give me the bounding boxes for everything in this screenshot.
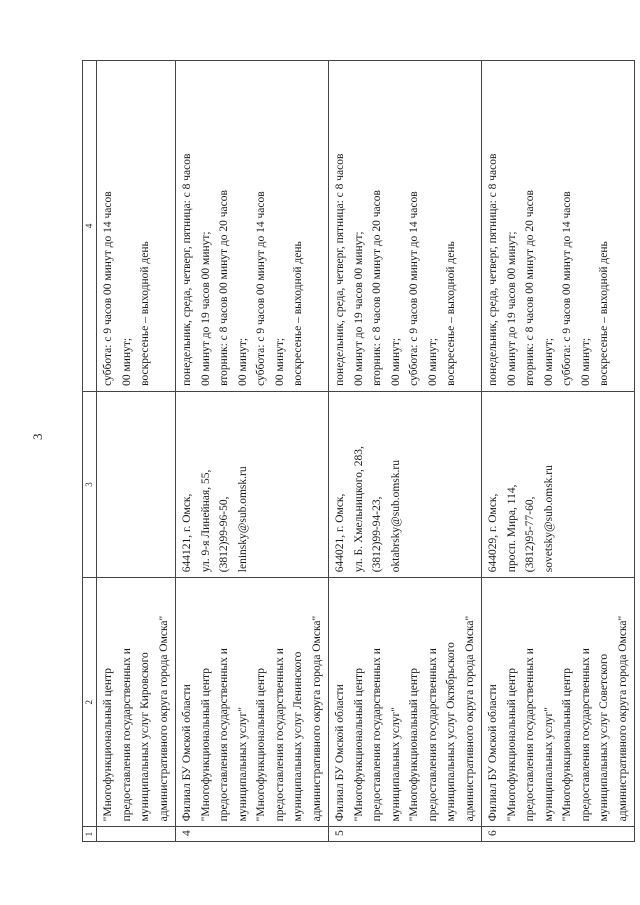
address-line: (3812)95-77-60,	[524, 496, 536, 573]
organization-cell	[482, 578, 635, 827]
mfc-branches-table	[82, 60, 635, 842]
schedule-line: воскресенье – выходной день	[445, 241, 457, 386]
table-row	[329, 61, 482, 842]
org-line: муниципальных услуг"	[236, 707, 249, 822]
schedule-line: вторник: с 8 часов 00 минут до 20 часов	[371, 190, 383, 386]
address-line: 644029, г. Омск,	[487, 493, 499, 573]
org-line: "Многофункциональный центр	[505, 668, 518, 822]
address-cell	[329, 391, 482, 577]
org-line: "Многофункциональный центр	[408, 668, 420, 822]
table-row	[97, 61, 176, 842]
org-line: "Многофункциональный центр	[255, 668, 267, 822]
schedule-line: вторник: с 8 часов 00 минут до 20 часов	[218, 190, 230, 386]
address-line: oktabrsky@sub.omsk.ru	[389, 460, 402, 573]
schedule-line: 00 минут до 19 часов 00 минут;	[199, 231, 212, 386]
row-number	[97, 827, 176, 842]
schedule-line: суббота: с 9 часов 00 минут до 14 часов	[102, 191, 114, 386]
org-line: "Многофункциональный центр	[561, 668, 573, 822]
schedule-line: суббота: с 9 часов 00 минут до 14 часов	[561, 191, 573, 386]
schedule-line: 00 минут;	[542, 337, 555, 386]
header-col-4: 4	[83, 61, 97, 392]
org-line: "Многофункциональный центр	[199, 668, 212, 822]
org-line: муниципальных услуг Ленинского	[292, 651, 304, 822]
rotated-page-content	[82, 60, 629, 842]
org-line: "Многофункциональный центр	[352, 668, 365, 822]
org-line: административного округа города Омска"	[310, 615, 323, 822]
address-line: (3812)99-94-23,	[371, 496, 383, 573]
schedule-line: 00 минут до 19 часов 00 минут;	[505, 231, 518, 386]
table-body	[97, 61, 635, 842]
schedule-line: 00 минут;	[426, 337, 439, 386]
header-col-2: 2	[83, 578, 97, 827]
org-line: административного округа города Омска"	[463, 615, 476, 822]
schedule-line: 00 минут;	[236, 337, 249, 386]
schedule-line: 00 минут;	[389, 337, 402, 386]
address-line: sovetsky@sub.omsk.ru	[542, 465, 555, 573]
address-line: 644121, г. Омск,	[181, 493, 193, 573]
schedule-line: воскресенье – выходной день	[292, 241, 304, 386]
row-number: 5	[329, 827, 482, 842]
schedule-line: вторник: с 8 часов 00 минут до 20 часов	[524, 190, 536, 386]
schedule-cell	[482, 61, 635, 392]
row-number: 6	[482, 827, 635, 842]
schedule-line: понедельник, среда, четверг, пятница: с 8 часов	[334, 153, 346, 386]
row-number: 4	[176, 827, 329, 842]
org-line: Филиал БУ Омской области	[487, 684, 499, 822]
organization-cell	[97, 578, 176, 827]
org-line: муниципальных услуг"	[542, 707, 555, 822]
org-line: предоставления государственных и	[579, 648, 592, 822]
page-number: 3	[30, 433, 45, 440]
address-line: просп. Мира, 114,	[505, 484, 518, 573]
address-cell	[176, 391, 329, 577]
org-line: муниципальных услуг Советского	[598, 653, 610, 822]
org-line: Филиал БУ Омской области	[334, 684, 346, 822]
schedule-line: суббота: с 9 часов 00 минут до 14 часов	[255, 191, 267, 386]
address-line: 644021, г. Омск,	[334, 493, 346, 573]
schedule-line: воскресенье – выходной день	[139, 241, 151, 386]
org-line: предоставления государственных и	[524, 648, 536, 822]
org-line: Филиал БУ Омской области	[181, 684, 193, 822]
schedule-line: воскресенье – выходной день	[598, 241, 610, 386]
org-line: муниципальных услуг Октябрьского	[445, 642, 457, 822]
organization-cell	[176, 578, 329, 827]
address-line: leninsky@sub.omsk.ru	[236, 466, 249, 573]
org-line: административного округа города Омска"	[616, 615, 629, 822]
schedule-line: 00 минут;	[120, 337, 133, 386]
address-line: (3812)99-96-50,	[218, 496, 230, 573]
schedule-cell	[97, 61, 176, 392]
org-line: муниципальных услуг"	[389, 707, 402, 822]
address-cell	[97, 391, 176, 577]
org-line: предоставления государственных и	[426, 648, 439, 822]
table-header-row	[83, 61, 97, 842]
header-col-3: 3	[83, 391, 97, 577]
address-cell	[482, 391, 635, 577]
schedule-line: 00 минут;	[579, 337, 592, 386]
schedule-line: 00 минут;	[273, 337, 286, 386]
schedule-cell	[176, 61, 329, 392]
org-line: предоставления государственных и	[273, 648, 286, 822]
org-line: муниципальных услуг Кировского	[139, 652, 151, 822]
address-line: ул. 9-я Линейная, 55,	[199, 469, 212, 573]
table-row	[176, 61, 329, 842]
schedule-line: суббота: с 9 часов 00 минут до 14 часов	[408, 191, 420, 386]
org-line: административного округа города Омска"	[157, 615, 170, 822]
schedule-line: понедельник, среда, четверг, пятница: с 8 часов	[487, 153, 499, 386]
schedule-line: 00 минут до 19 часов 00 минут;	[352, 231, 365, 386]
organization-cell	[329, 578, 482, 827]
org-line: предоставления государственных и	[218, 648, 230, 822]
header-col-1: 1	[83, 827, 97, 842]
org-line: предоставления государственных и	[371, 648, 383, 822]
org-line: "Многофункциональный центр	[102, 668, 114, 822]
schedule-cell	[329, 61, 482, 392]
table-row	[482, 61, 635, 842]
address-line: ул. Б. Хмельницкого, 283,	[352, 446, 365, 573]
schedule-line: понедельник, среда, четверг, пятница: с 8 часов	[181, 153, 193, 386]
org-line: предоставления государственных и	[120, 648, 133, 822]
